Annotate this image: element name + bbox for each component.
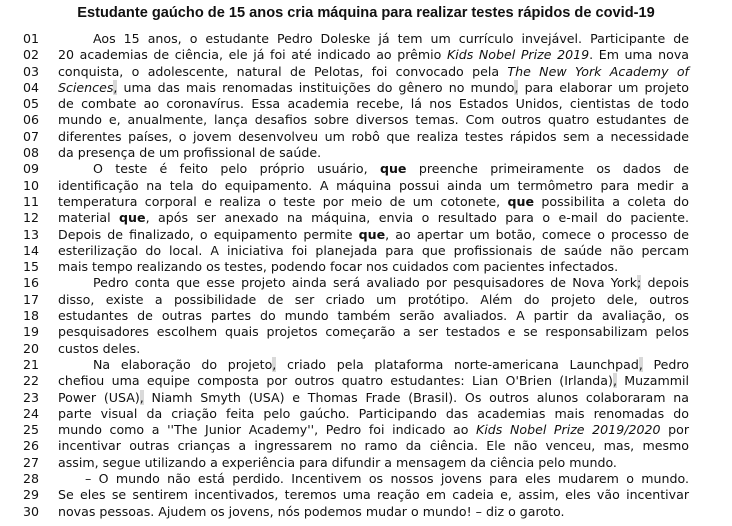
article-title: Estudante gaúcho de 15 anos cria máquina para realizar testes rápidos de covid-19	[77, 5, 655, 21]
line-text: material que, após ser anexado na máquina, envia o resultado para o e-mail do paciente.	[58, 210, 689, 226]
text-line	[0, 96, 732, 112]
text-line	[0, 422, 732, 438]
text-line	[0, 324, 732, 340]
line-number: 27	[23, 454, 40, 470]
line-number: 04	[23, 79, 40, 95]
text-line	[0, 275, 732, 291]
text-line	[0, 129, 732, 145]
text-line	[0, 341, 732, 357]
highlighted-punctuation: ,	[638, 356, 643, 372]
line-number: 18	[23, 308, 40, 324]
line-number: 17	[23, 291, 40, 307]
text-line	[0, 487, 732, 503]
line-text: Se eles se sentirem incentivados, teremos uma reação em cadeia e, assim, eles vão incentivar	[58, 487, 689, 503]
line-number: 08	[23, 145, 40, 161]
line-number: 05	[23, 96, 40, 112]
line-text: parte visual da criação feita pelo gaúcho. Participando das academias mais renomadas do	[58, 405, 689, 421]
line-text: identificação na tela do equipamento. A máquina possui ainda um termômetro para medir a	[58, 177, 689, 193]
line-number: 03	[23, 63, 40, 79]
text-line	[0, 438, 732, 454]
line-number: 07	[23, 128, 40, 144]
text-line	[0, 406, 732, 422]
line-number: 13	[23, 226, 40, 242]
line-number: 16	[23, 275, 40, 291]
line-text: novas pessoas. Ajudem os jovens, nós podemos mudar o mundo! – diz o garoto.	[58, 503, 565, 519]
bold-que: que	[507, 193, 535, 209]
italic-academy-name: The New York Academy of	[507, 63, 689, 79]
line-number: 28	[23, 471, 40, 487]
text-line	[0, 64, 732, 80]
text-line	[0, 390, 732, 406]
bold-que: que	[379, 161, 407, 177]
text-line	[0, 80, 732, 96]
line-text: de combate ao coronavírus. Essa academia recebe, lá nos Estados Unidos, cientistas de todo	[58, 96, 689, 112]
line-text: 20 academias de ciência, ele já foi até indicado ao prêmio Kids Nobel Prize 2019. Em uma nova	[58, 47, 689, 63]
line-text: conquista, o adolescente, natural de Pelotas, foi convocado pela The New York Academy of	[58, 63, 689, 79]
text-line	[0, 243, 732, 259]
line-text: estudantes de outras partes do mundo também serão avaliados. A partir da avaliação, os	[58, 308, 689, 324]
line-text: Depois de finalizado, o equipamento permite que, ao apertar um botão, comece o processo de	[58, 226, 689, 242]
text-line	[0, 292, 732, 308]
line-number: 10	[23, 177, 40, 193]
line-number: 24	[23, 405, 40, 421]
italic-prize-name: Kids Nobel Prize 2019	[446, 47, 590, 63]
text-line	[0, 161, 732, 177]
text-line	[0, 259, 732, 275]
text-line	[0, 47, 732, 63]
article-body	[0, 31, 732, 520]
line-text: da presença de um profissional de saúde.	[58, 145, 322, 161]
text-line	[0, 145, 732, 161]
highlighted-punctuation: ,	[514, 79, 519, 95]
text-line	[0, 178, 732, 194]
text-line	[0, 31, 732, 47]
text-line	[0, 357, 732, 373]
line-text: mais tempo realizando os testes, podendo focar nos cuidados com pacientes infectados.	[58, 259, 619, 275]
text-line	[0, 227, 732, 243]
line-number: 26	[23, 438, 40, 454]
line-number: 22	[23, 373, 40, 389]
line-number: 21	[23, 356, 40, 372]
line-text: Power (USA), Niamh Smyth (USA) e Thomas Frade (Brasil). Os outros alunos colaboraram na	[58, 389, 690, 405]
text-line	[0, 194, 732, 210]
line-number: 01	[23, 31, 40, 46]
text-line	[0, 373, 732, 389]
line-number: 20	[23, 340, 40, 356]
line-number: 02	[23, 47, 40, 63]
line-text: Sciences, uma das mais renomadas instituições do gênero no mundo, para elaborar um projeto	[58, 79, 689, 95]
highlighted-punctuation: ,	[612, 373, 617, 389]
line-text: custos deles.	[58, 340, 141, 356]
line-number: 14	[23, 242, 40, 258]
line-text: diferentes países, o jovem desenvolveu um robô que realiza testes rápidos sem a necessidade	[58, 128, 689, 144]
line-number: 30	[23, 503, 40, 519]
highlighted-punctuation: ;	[637, 275, 642, 291]
line-number: 09	[23, 161, 40, 177]
line-text: esterilização do local. A iniciativa foi planejada para que profissionais de saúde não percam	[58, 242, 689, 258]
italic-prize-name: Kids Nobel Prize 2019/2020	[476, 422, 661, 438]
line-text: Pedro conta que esse projeto ainda será avaliado por pesquisadores de Nova York; depois	[93, 275, 689, 291]
text-line	[0, 112, 732, 128]
line-number: 29	[23, 487, 40, 503]
line-number: 11	[23, 193, 40, 209]
line-text: mundo e, anualmente, lança desafios sobre diversos temas. Com outros quatro estudantes de	[58, 112, 689, 128]
line-text: Aos 15 anos, o estudante Pedro Doleske já tem um currículo invejável. Participante de	[93, 31, 689, 46]
highlighted-punctuation: ,	[272, 356, 277, 372]
text-line	[0, 504, 732, 520]
line-text: incentivar outras crianças a ingressarem no ramo da ciência. Ele não venceu, mas, mesmo	[58, 438, 689, 454]
line-number: 15	[23, 259, 40, 275]
line-number: 23	[23, 389, 40, 405]
text-line	[0, 308, 732, 324]
line-text: pesquisadores escolhem quais projetos começarão a ser testados e se responsabilizam pelos	[58, 324, 689, 340]
text-line	[0, 455, 732, 471]
line-text: O teste é feito pelo próprio usuário, que preenche primeiramente os dados de	[93, 161, 689, 177]
line-number: 12	[23, 210, 40, 226]
line-number: 19	[23, 324, 40, 340]
line-text: chefiou uma equipe composta por outros quatro estudantes: Lian O'Brien (Irlanda), Muzammil	[58, 373, 689, 389]
line-number: 06	[23, 112, 40, 128]
text-line	[0, 471, 732, 487]
line-text: – O mundo não está perdido. Incentivem os nossos jovens para eles mudarem o mundo.	[85, 471, 689, 487]
highlighted-punctuation: ,	[113, 79, 118, 95]
highlighted-punctuation: ,	[139, 389, 144, 405]
bold-que: que	[119, 210, 146, 226]
line-text: mundo como a ''The Junior Academy'', Pedro foi indicado ao Kids Nobel Prize 2019/2020 por	[58, 422, 689, 438]
bold-que: que	[358, 226, 386, 242]
line-text: assim, segue utilizando a experiência para difundir a mensagem da ciência pelo mundo.	[58, 454, 617, 470]
line-text: temperatura corporal e realiza o teste por meio de um cotonete, que possibilita a coleta do	[58, 193, 689, 209]
text-line	[0, 210, 732, 226]
line-text: disso, existe a possibilidade de ser criado um protótipo. Além do projeto dele, outros	[58, 291, 689, 307]
line-number: 25	[23, 422, 40, 438]
line-text: Na elaboração do projeto, criado pela plataforma norte-americana Launchpad, Pedro	[93, 356, 690, 372]
